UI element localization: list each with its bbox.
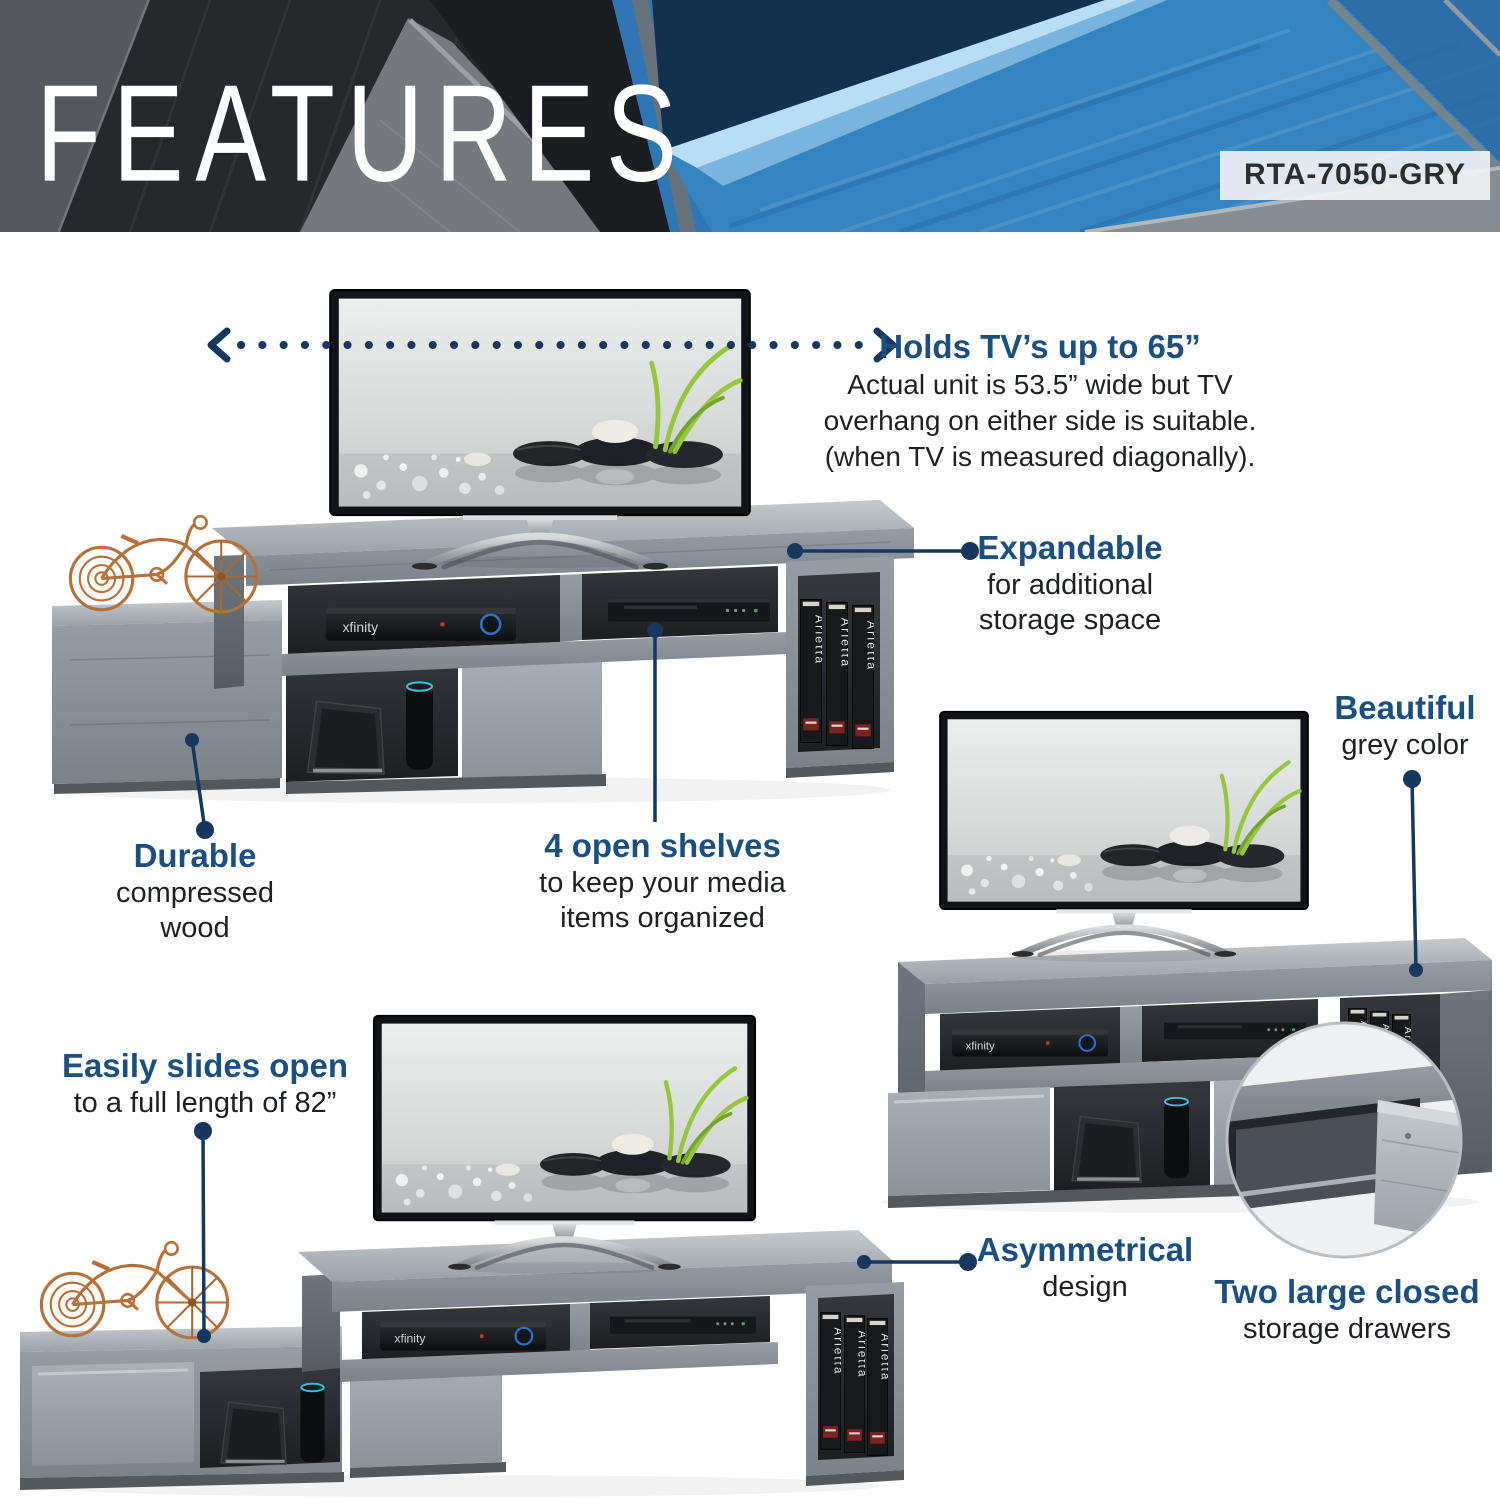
dvd-player xyxy=(608,598,770,621)
echo-speaker xyxy=(406,682,433,770)
tv xyxy=(374,1016,755,1270)
tv xyxy=(940,712,1308,957)
callout-heading: Durable xyxy=(133,837,257,874)
dvd-player xyxy=(1164,1019,1306,1039)
callout-heading: Holds TV’s up to 65” xyxy=(879,328,1201,365)
cable-box xyxy=(380,1322,546,1351)
callout-connector-durable xyxy=(180,730,228,842)
speaker xyxy=(1072,1117,1141,1183)
callout-line: for additional xyxy=(986,569,1154,601)
callout-line: storage drawers xyxy=(1243,1313,1451,1345)
callout-expandable xyxy=(950,528,1190,638)
callout-drawers xyxy=(1197,1272,1497,1347)
cable-box xyxy=(326,608,516,641)
features-title: FEATURES xyxy=(36,55,689,211)
callout-heading: Asymmetrical xyxy=(976,1231,1194,1268)
callout-connector-grey xyxy=(1396,768,1438,980)
book xyxy=(820,1313,844,1450)
callout-connector-shelves xyxy=(639,620,671,826)
callout-connector-asymmetrical xyxy=(856,1250,982,1274)
book xyxy=(844,1316,868,1453)
callout-heading: Beautiful xyxy=(1334,689,1476,726)
callout-line: (when TV is measured diagonally). xyxy=(824,441,1256,472)
speaker xyxy=(221,1402,286,1464)
callout-line: to a full length of 82” xyxy=(73,1087,337,1119)
callout-line: compressed xyxy=(116,877,274,909)
callout-line: Actual unit is 53.5” wide but TV xyxy=(847,369,1233,400)
book xyxy=(867,1319,891,1456)
callout-heading: Two large closed xyxy=(1214,1273,1480,1310)
speaker xyxy=(308,701,385,774)
callout-shelves xyxy=(535,826,790,936)
echo-speaker xyxy=(300,1383,324,1462)
callout-line: storage space xyxy=(978,604,1162,636)
callout-asymmetrical xyxy=(975,1230,1195,1305)
callout-line: to keep your media xyxy=(539,867,786,899)
callout-line: design xyxy=(1042,1271,1128,1303)
callout-line: items organized xyxy=(560,902,765,934)
callout-heading: Expandable xyxy=(977,529,1163,566)
callout-slides xyxy=(20,1046,390,1121)
callout-connector-slides xyxy=(186,1120,228,1346)
callout-line: wood xyxy=(160,912,230,944)
callout-durable xyxy=(95,836,295,946)
echo-speaker xyxy=(1164,1097,1189,1178)
dvd-player xyxy=(610,1313,756,1334)
callout-grey xyxy=(1300,688,1500,763)
callout-heading: 4 open shelves xyxy=(544,827,781,864)
banner-image xyxy=(0,0,1500,232)
callout-line: grey color xyxy=(1341,729,1469,761)
callout-line: overhang on either side is suitable. xyxy=(823,405,1257,436)
model-badge: RTA-7050-GRY xyxy=(1220,151,1490,200)
callout-tv-size xyxy=(790,327,1290,475)
callout-heading: Easily slides open xyxy=(61,1047,349,1084)
cable-box xyxy=(952,1030,1108,1057)
